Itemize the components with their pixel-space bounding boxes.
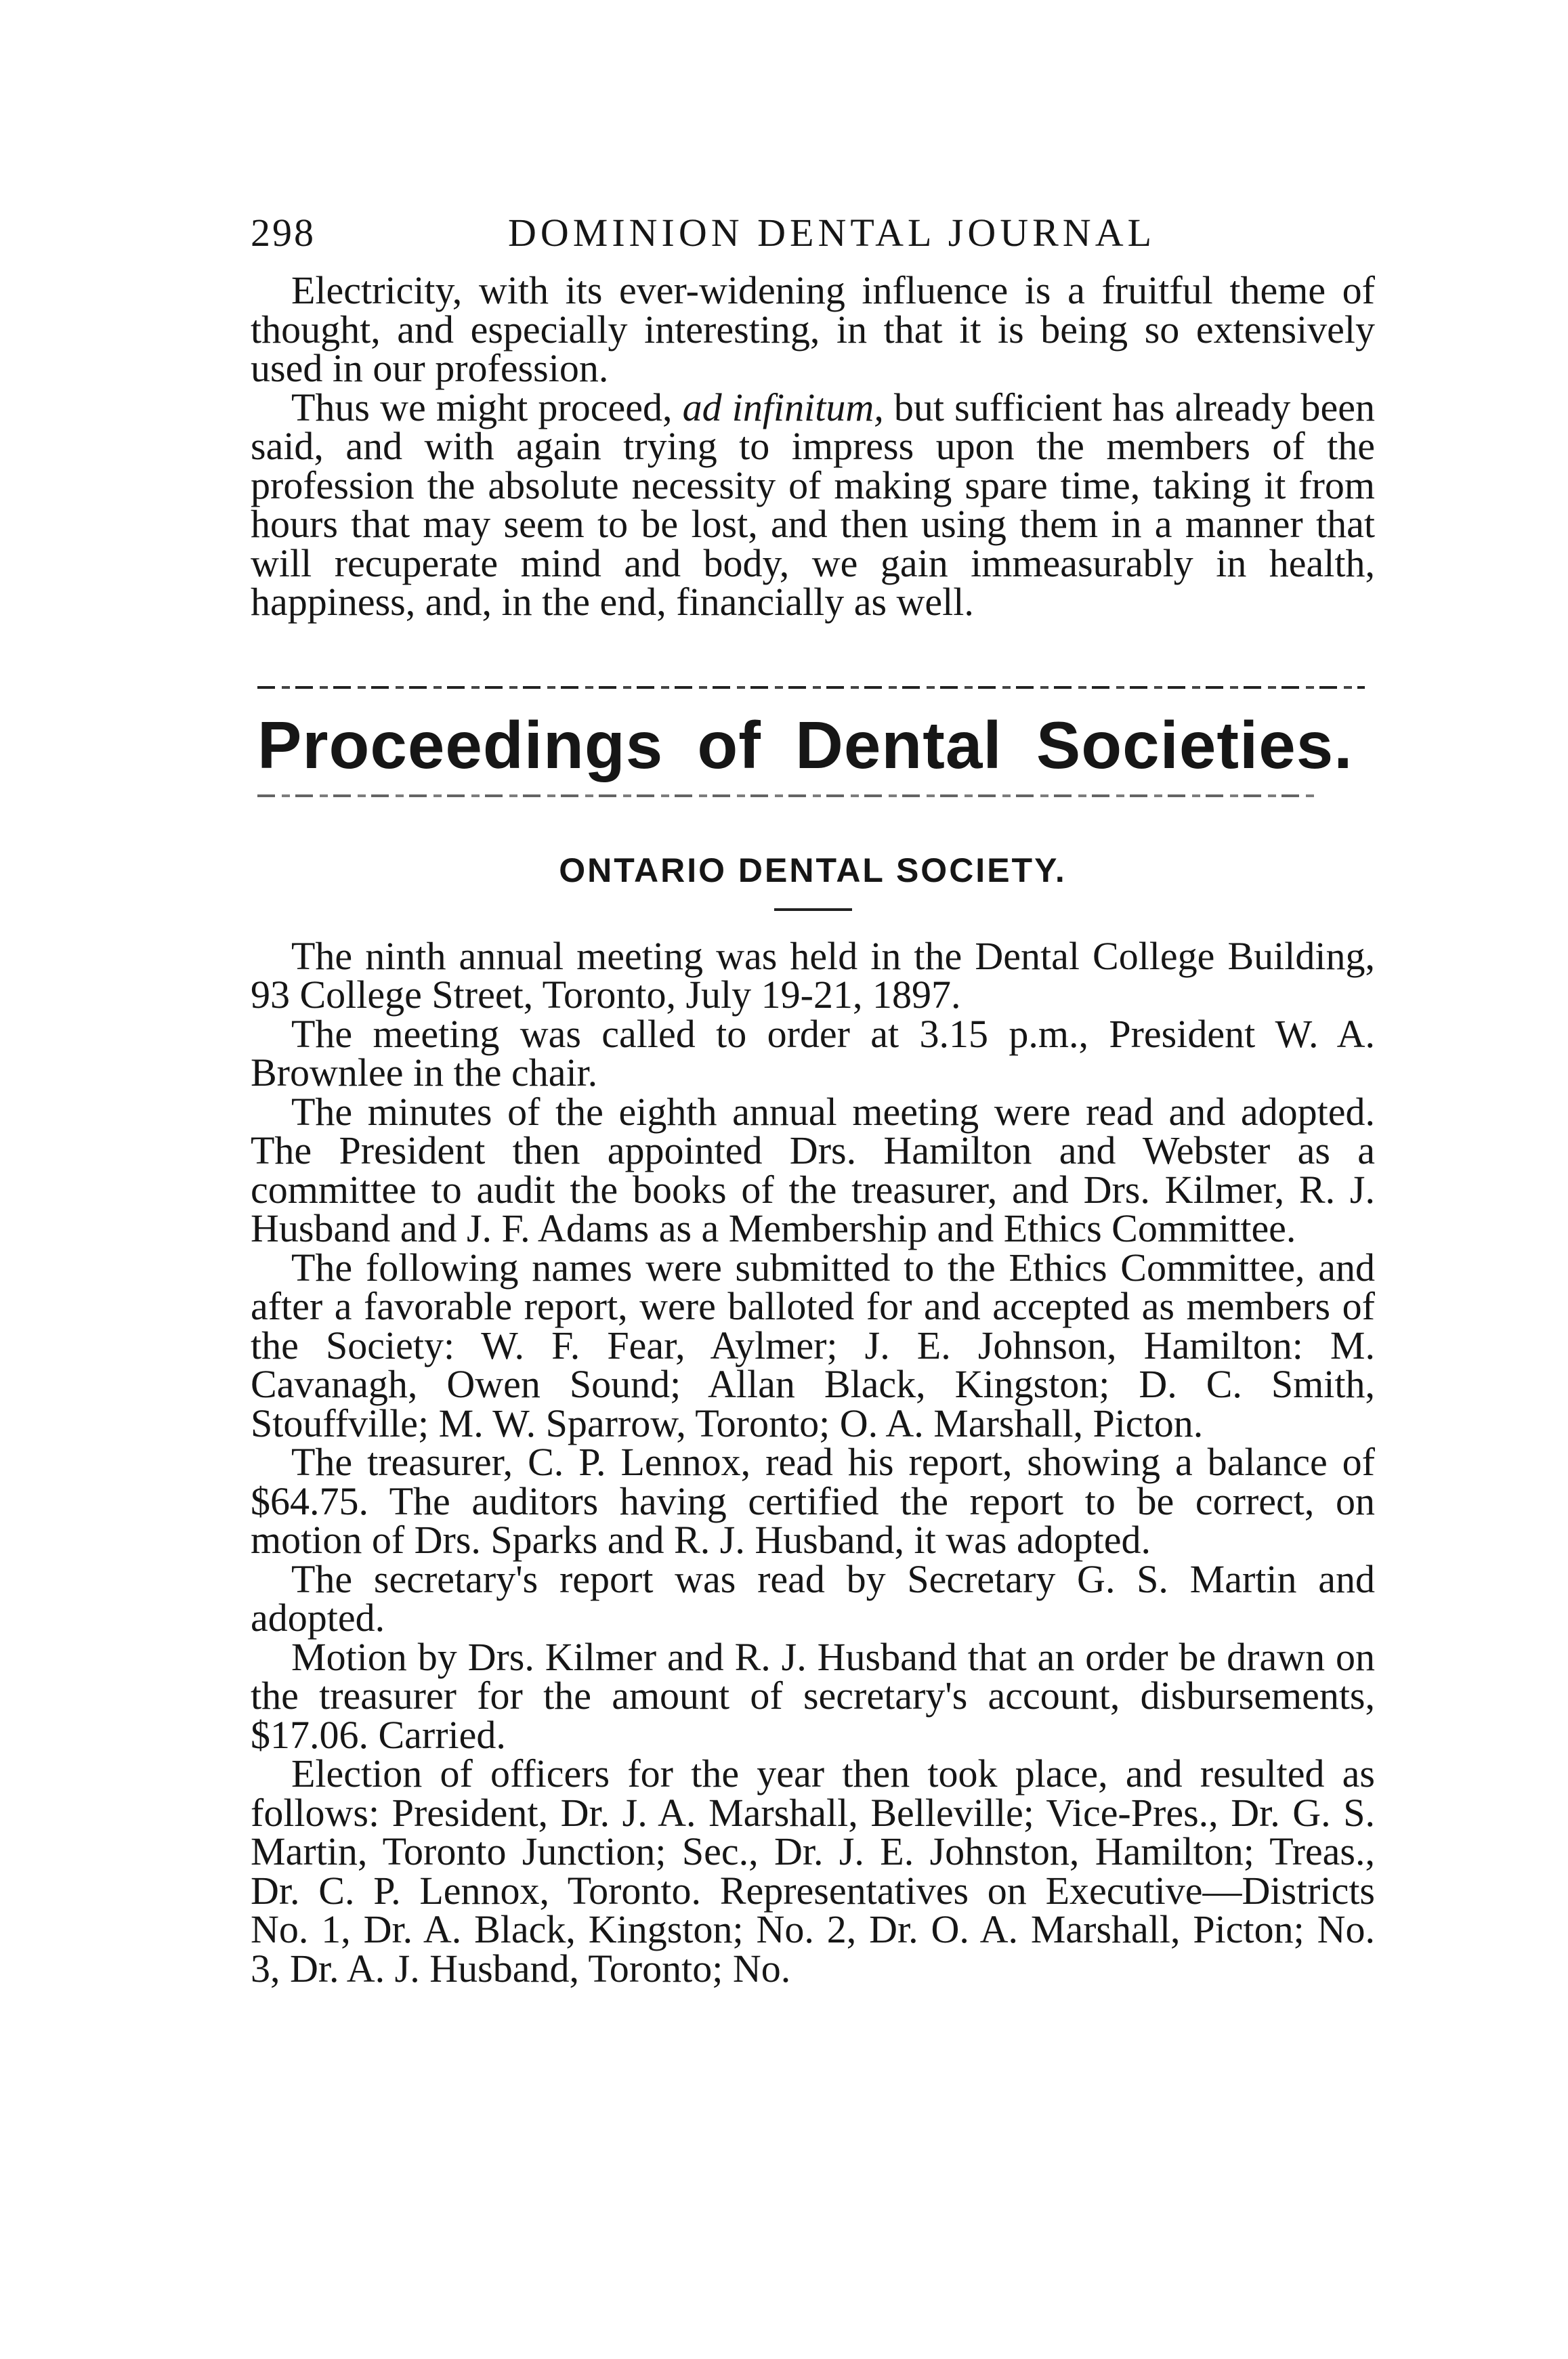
paragraph: The ninth annual meeting was held in the Dental College Building, 93 College Street, Toronto, July 19-21, 1897. — [251, 933, 1375, 1017]
paragraph: Motion by Drs. Kilmer and R. J. Husband that an order be drawn on the treasurer for the amount of secretary's account, disbursements, $17.06. Carried. — [251, 1634, 1375, 1757]
running-head: DOMINION DENTAL JOURNAL — [508, 211, 1156, 255]
short-rule — [774, 908, 852, 911]
intro-text — [251, 268, 1375, 624]
page-number: 298 — [251, 211, 316, 255]
section-title: Proceedings of Dental Societies. — [257, 707, 1353, 782]
italic-phrase: ad infinitum, — [682, 385, 884, 429]
page-header — [251, 210, 1375, 271]
society-heading: ONTARIO DENTAL SOCIETY. — [559, 851, 1067, 889]
paragraph: The meeting was called to order at 3.15 p.m., President W. A. Brownlee in the chair. — [251, 1011, 1375, 1095]
paragraph: The treasurer, C. P. Lennox, read his report, showing a balance of $64.75. The auditors having certified the report to be correct, on motion of Drs. Sparks and R. J. Husband, it was adopted. — [251, 1440, 1375, 1562]
paragraph — [251, 385, 1375, 624]
text-run: Thus we might proceed, — [291, 385, 683, 429]
ornamental-rule — [257, 686, 1365, 689]
paragraph: The minutes of the eighth annual meeting were read and adopted. The President then appointed Drs. Hamilton and Webster as a committee to audit the books of the treasurer, and Drs. Kilmer, R. J. Husband and J. F. Adams as a Membership and Ethics Committee. — [251, 1089, 1375, 1250]
journal-page — [251, 210, 1375, 1991]
paragraph: The following names were submitted to the Ethics Committee, and after a favorable report, were balloted for and accepted as members of the Society: W. F. Fear, Aylmer; J. E. Johnson, Hamilton: M. Cavanagh, Owen Sound; Allan Black, Kingston; D. C. Smith, Stouffville; M. W. Sparrow, Toronto; O. A. Marshall, Picton. — [251, 1245, 1375, 1445]
paragraph: Election of officers for the year then took place, and resulted as follows: President, Dr. J. A. Marshall, Belleville; Vice-Pres., Dr. G. S. Martin, Toronto Junction; Sec., Dr. J. E. Johnston, Hamilton; Treas., Dr. C. P. Lennox, Toronto. Representatives on Executive—Districts No. 1, Dr. A. Black, Kingston; No. 2, Dr. O. A. Marshall, Picton; No. 3, Dr. A. J. Husband, Toronto; No. — [251, 1751, 1375, 1991]
text-run: but sufficient has already been said, and with again trying to impress upon the members of the profession the absolute necessity of making spare time, taking it from hours that may seem to be lost, and then using them in a manner that will recuperate mind and body, we gain immeasurably in health, happiness, and, in the end, financially as well. — [251, 385, 1375, 624]
paragraph: Electricity, with its ever-widening influence is a fruitful theme of thought, and especially interesting, in that it is being so extensively used in our profession. — [251, 268, 1375, 390]
paragraph: The secretary's report was read by Secretary G. S. Martin and adopted. — [251, 1556, 1375, 1640]
ornamental-rule — [257, 794, 1314, 797]
meeting-minutes — [251, 933, 1375, 1991]
